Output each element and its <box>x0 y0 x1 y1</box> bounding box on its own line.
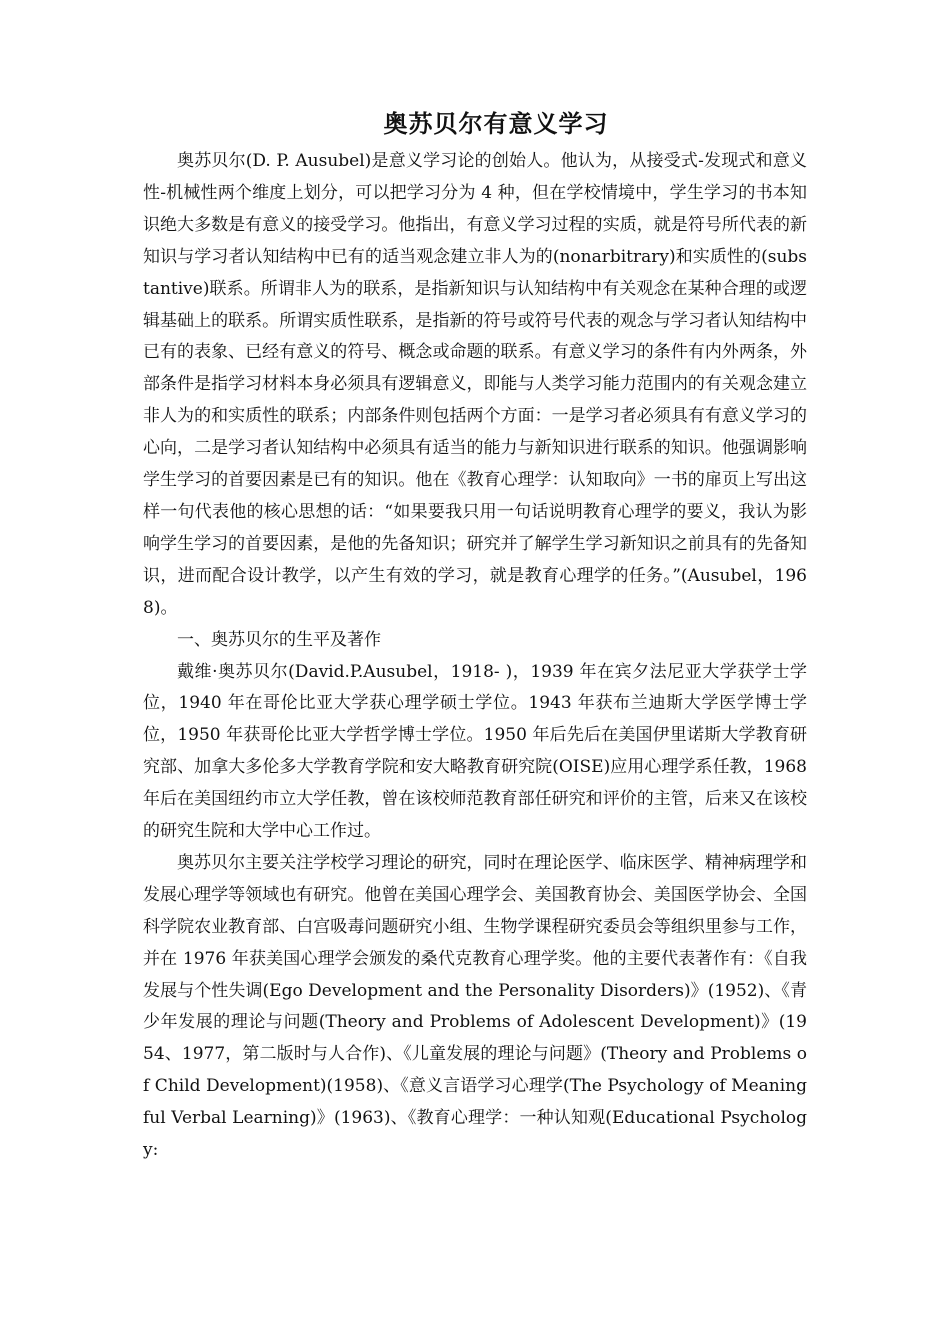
document-body <box>143 146 807 1167</box>
section-heading-biography: 一、奥苏贝尔的生平及著作 <box>177 629 381 650</box>
document-title: 奥苏贝尔有意义学习 <box>383 109 609 138</box>
paragraph-works: 奥苏贝尔主要关注学校学习理论的研究，同时在理论医学、临床医学、精神病理学和发展心理学等领域也有研究。他曾在美国心理学会、美国教育协会、美国医学协会、全国科学院农业教育部、白宫吸毒问题研究小组、生物学课程研究委员会等组织里参与工作，并在 1976 年获美国心理学会颁发的桑代克教育心理学奖。他的主要代表著作有：《自我发展与个性失调(Ego Development and the Personality Disorders)》(1952)、《青少年发展的理论与问题(Theory and Problems of Adolescent Development)》(1954、1977，第二版时与人合作)、《儿童发展的理论与问题》(Theory and Problems of Child Development)(1958)、《意义言语学习心理学(The Psychology of Meaningful Verbal Learning)》(1963)、《教育心理学：一种认知观(Educational Psychology: <box>143 852 807 1161</box>
paragraph-intro: 奥苏贝尔(D. P. Ausubel)是意义学习论的创始人。他认为，从接受式-发现式和意义性-机械性两个维度上划分，可以把学习分为 4 种，但在学校情境中，学生学习的书本知识绝大多数是有意义的接受学习。他指出，有意义学习过程的实质，就是符号所代表的新知识与学习者认知结构中已有的适当观念建立非人为的(nonarbitrary)和实质性的(substantive)联系。所谓非人为的联系，是指新知识与认知结构中有关观念在某种合理的或逻辑基础上的联系。所谓实质性联系，是指新的符号或符号代表的观念与学习者认知结构中已有的表象、已经有意义的符号、概念或命题的联系。有意义学习的条件有内外两条，外部条件是指学习材料本身必须具有逻辑意义，即能与人类学习能力范围内的有关观念建立非人为的和实质性的联系；内部条件则包括两个方面：一是学习者必须具有有意义学习的心向，二是学习者认知结构中必须具有适当的能力与新知识进行联系的知识。他强调影响学生学习的首要因素是已有的知识。他在《教育心理学：认知取向》一书的扉页上写出这样一句代表他的核心思想的话：“如果要我只用一句话说明教育心理学的要义，我认为影响学生学习的首要因素，是他的先备知识；研究并了解学生学习新知识之前具有的先备知识，进而配合设计教学，以产生有效的学习，就是教育心理学的任务。”(Ausubel，1968)。 <box>143 151 807 618</box>
paragraph-biography: 戴维·奥苏贝尔(David.P.Ausubel，1918- )，1939 年在宾夕法尼亚大学获学士学位，1940 年在哥伦比亚大学获心理学硕士学位。1943 年获布兰迪斯大学医学博士学位，1950 年获哥伦比亚大学哲学博士学位。1950 年后先后在美国伊里诺斯大学教育研究部、加拿大多伦多大学教育学院和安大略教育研究院(OISE)应用心理学系任教，1968 年后在美国纽约市立大学任教，曾在该校师范教育部任研究和评价的主管，后来又在该校的研究生院和大学中心工作过。 <box>143 661 807 842</box>
